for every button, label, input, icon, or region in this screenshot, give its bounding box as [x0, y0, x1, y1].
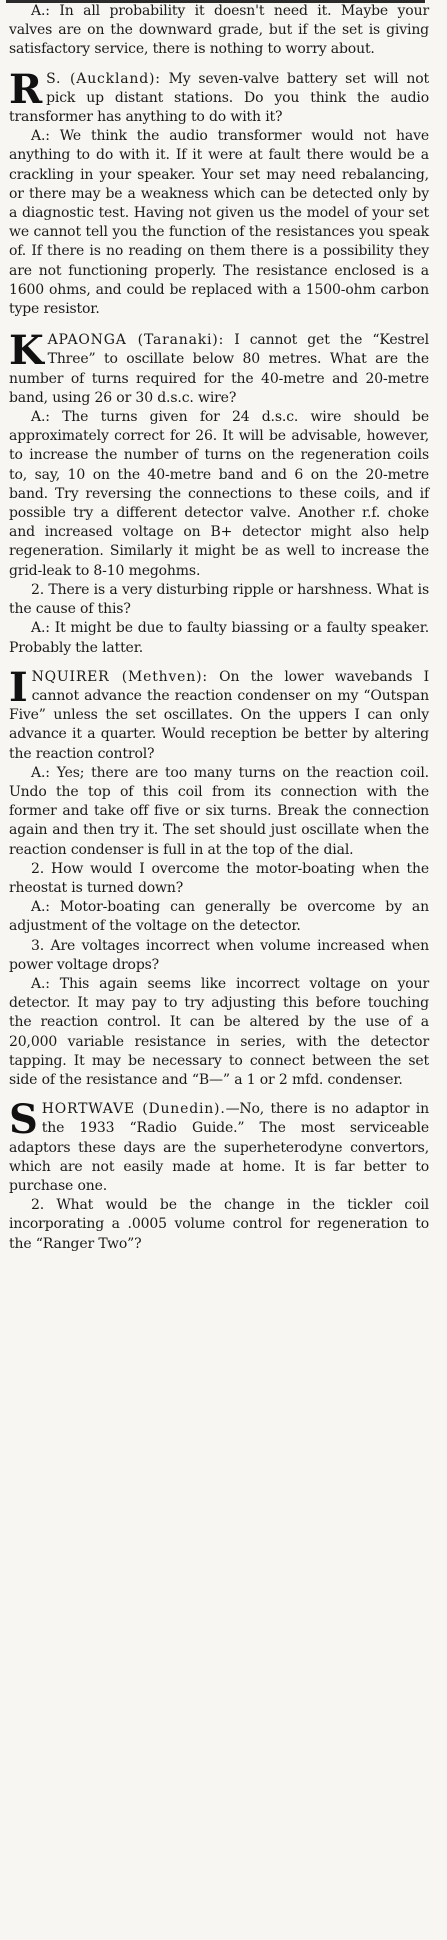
answer-paragraph: A.: It might be due to faulty biassing or a faulty speaker. Probably the latter. — [9, 620, 429, 656]
drop-cap: R — [9, 65, 43, 113]
correspondent-name: HORTWAVE (Dunedin). — [41, 1101, 226, 1118]
followup-question: 2. How would I overcome the motor-boating when the rheostat is turned down? — [9, 860, 429, 896]
question-text: On the lower wavebands I cannot advance the reaction condenser on my “Outspan Five” unless the set oscillates. On the uppers I can only advance it a quarter. Would reception be better by altering the reaction control? — [9, 668, 429, 762]
answer-paragraph: A.: We think the audio transformer would not have anything to do with it. If it were at fault there would be a crackling in your speaker. Your set may need rebalancing, or there may be a weakness which can be detected only by a diagnostic test. Having not given us the model of your set we cannot tell you the function of the resistances you speak of. If there is no reading on them there is a possibility they are not functioning properly. The resistance enclosed is a 1600 ohms, and could be replaced with a 1500-ohm carbon type resistor. — [9, 128, 429, 318]
intro-answer: A.: In all probability it doesn't need it. Maybe your valves are on the downward grade, but if the set is giving satisfactory service, there is nothing to worry about. — [9, 3, 429, 58]
entry-shortwave-dunedin — [9, 1096, 430, 1254]
correspondent-name: APAONGA (Taranaki): — [47, 332, 225, 349]
answer-paragraph: A.: Motor-boating can generally be overcome by an adjustment of the voltage on the detector. — [9, 899, 429, 935]
entry-inquirer-methven — [9, 663, 429, 1090]
answer-paragraph: A.: Yes; there are too many turns on the reaction coil. Undo the top of this coil from its connection with the former and take off five or six turns. Break the connection again and then try it. The set should just oscillate when the reaction condenser is full in at the top of the dial. — [9, 764, 429, 858]
question-text: My seven-valve battery set will not pick up distant stations. Do you think the audio transformer has anything to do with it? — [9, 70, 429, 126]
entry-kapaonga-taranaki — [9, 327, 429, 657]
drop-cap: K — [9, 327, 44, 375]
correspondent-name: NQUIRER (Methven): — [31, 668, 208, 685]
entry-answer — [9, 1096, 430, 1196]
followup-question: 2. What would be the change in the tickler coil incorporating a .0005 volume control for regeneration to the “Ranger Two”? — [9, 1197, 429, 1252]
answer-text: —No, there is no adaptor in the 1933 “Radio Guide.” The most serviceable adaptors these days are the superheterodyne convertors, which are not easily made at home. It is far better to purchase one. — [9, 1101, 430, 1194]
entry-rs-auckland — [9, 65, 429, 320]
entry-question — [9, 327, 429, 408]
drop-cap: S — [9, 1096, 38, 1144]
answer-paragraph: A.: The turns given for 24 d.s.c. wire should be approximately correct for 26. It will be advisable, however, to increase the number of turns on the regeneration coils to, say, 10 on the 40-metre band and 6 on the 20-metre band. Try reversing the connections to these coils, and if possible try a different detector valve. Another r.f. choke and increased voltage on B+ detector might also help regeneration. Similarly it might be as well to increase the grid-leak to 8-10 megohms. — [9, 409, 429, 579]
answer-paragraph: A.: This again seems like incorrect voltage on your detector. It may pay to try adjusting this before touching the reaction control. It can be altered by the use of a 20,000 variable resistance in series, with the detector tapping. It may be necessary to connect between the set side of the resistance and “B—” a 1 or 2 mfd. condenser. — [9, 975, 429, 1088]
followup-question: 3. Are voltages incorrect when volume increased when power voltage drops? — [9, 937, 429, 973]
correspondent-name: S. (Auckland): — [46, 70, 161, 87]
entry-question — [9, 65, 429, 128]
entry-question — [9, 663, 429, 764]
drop-cap: I — [9, 663, 28, 711]
question-text: I cannot get the “Kestrel Three” to oscillate below 80 metres. What are the number of turns required for the 40-metre and 20-metre band, using 26 or 30 d.s.c. wire? — [9, 332, 429, 406]
question-answer-column — [9, 2, 429, 1254]
followup-question: 2. There is a very disturbing ripple or harshness. What is the cause of this? — [9, 581, 429, 618]
